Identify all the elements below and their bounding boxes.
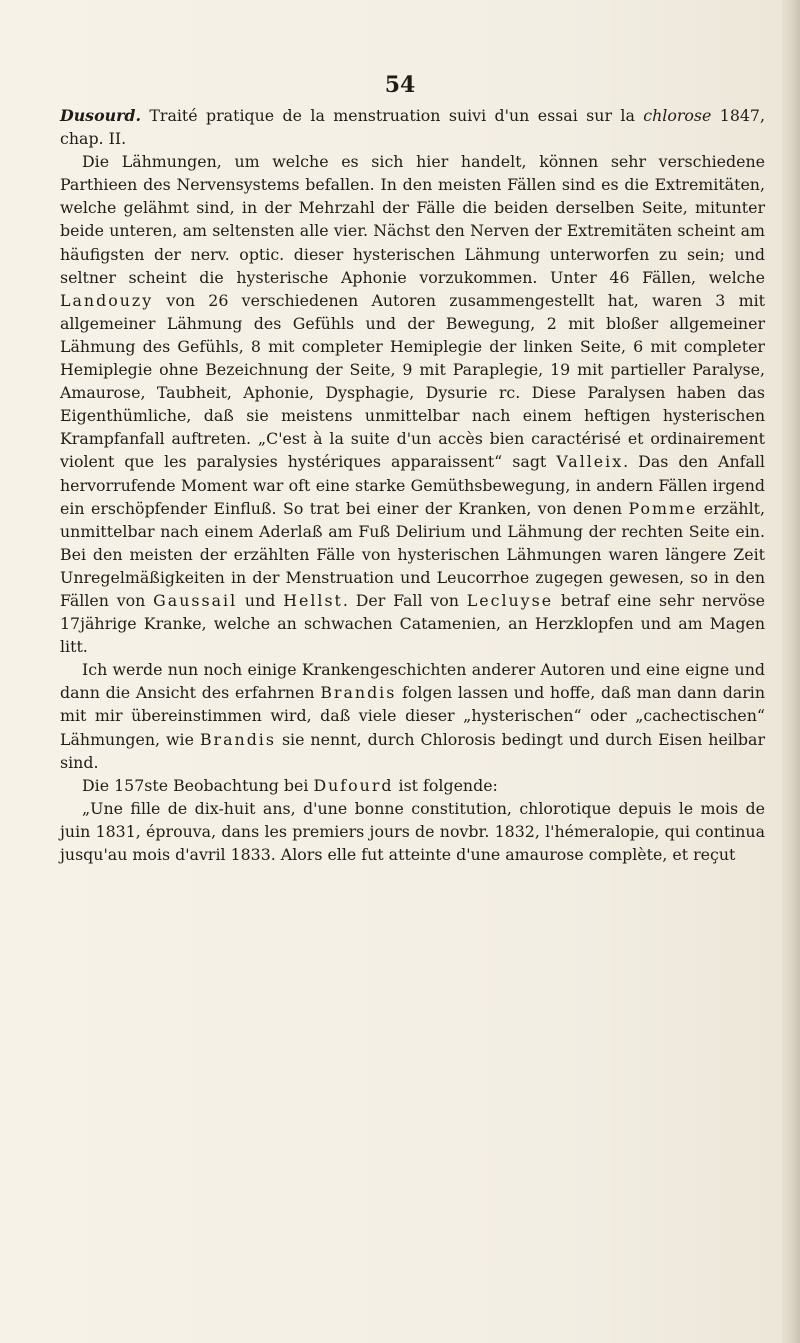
citation-title-em: chlorose [643,106,712,125]
text-latin: nerv. optic. [190,244,285,264]
text: dieser hysterischen Lähmung unterworfen zu sein; und seltner scheint die hysterische Aphonie vorzukommen. Unter 46 Fällen, welche [60,244,765,287]
text: sie nennt, durch Chlorosis bedingt und durch Eisen heilbar sind. [60,729,765,772]
text: folgen lassen und hoffe, daß man dann darin mit mir übereinstimmen wird, daß viele dieser „hysterischen“ oder „cachectischen“ Lähmungen, wie [60,683,766,749]
paragraph-2 [60,658,765,773]
page-number: 54 [384,72,416,98]
author-name: Lecluyse [466,590,554,610]
text: Die 157ste Beobachtung bei [82,775,314,795]
page-body [60,104,765,866]
citation-author: Dusourd. [60,106,141,125]
text: und [237,590,284,610]
citation-details: 1847, chap. II. [60,106,765,149]
paragraph-1 [60,150,765,658]
paragraph-3 [60,774,765,797]
author-name: Dufourd [313,775,394,795]
text: Die Lähmungen, um welche es sich hier handelt, können sehr verschiedene Parthieen des Nervensystems befallen. In den meisten Fällen sind es die Extremitäten, welche gelähmt sind, in der Mehrzahl der Fälle die beiden derselben Seite, mitunter beide unteren, am seltensten alle vier. Nächst den Nerven der Extremitäten scheint am häufigsten der [60,152,765,264]
author-name: Valleix [556,452,624,472]
french-quote: „C'est à la suite d'un accès bien caractérisé et ordinairement violent que les paralysies hystériques apparaissent“ [60,429,765,472]
text: betraf eine sehr nervöse 17jährige Kranke, welche an schwachen Catamenien, an Herzklopfen und am Magen litt. [60,590,765,657]
citation-title: Traité pratique de la menstruation suivi d'un essai sur la [140,106,644,125]
text: . Das den Anfall hervorrufende Moment war oft eine starke Gemüthsbewegung, in andern Fällen irgend ein erschöpfender Einfluß. So trat bei einer der Kranken, von denen [60,452,765,518]
author-name: Brandis [199,729,276,749]
author-name: Pomme [628,498,698,518]
page-edge [782,0,800,1343]
text: von 26 verschiedenen Autoren zusammengestellt hat, waren 3 mit allgemeiner Lähmung des Gefühls und der Bewegung, 2 mit bloßer allgemeiner Lähmung des Gefühls, 8 mit completer Hemiplegie der linken Seite, 6 mit completer Hemiplegie ohne Bezeichnung der Seite, 9 mit Paraplegie, 19 mit partieller Paralyse, Amaurose, Taubheit, Aphonie, Dysphagie, Dysurie rc. Diese Paralysen haben das Eigenthümliche, daß sie meistens unmittelbar nach einem heftigen hysterischen Krampfanfall auftreten. [60,290,765,449]
author-name: Landouzy [60,290,154,310]
author-name: Gaussail [153,590,238,610]
text: erzählt, unmittelbar nach einem Aderlaß am Fuß Delirium und Lähmung der rechten Seite ein. Bei den meisten der erzählten Fälle von hysterischen Lähmungen waren längere Zeit Unregelmäßigkeiten in der Menstruation und Leucorrhoe zugegen gewesen, so in den Fällen von [60,498,765,610]
text: sagt [502,452,557,472]
author-name: Hellst [283,590,343,610]
paragraph-4-french-quote: „Une fille de dix-huit ans, d'une bonne constitution, chlorotique depuis le mois de juin 1831, éprouva, dans les premiers jours de novbr. 1832, l'hémeralopie, qui continua jusqu'au mois d'avril 1833. Alors elle fut atteinte d'une amaurose complète, et reçut [60,798,765,864]
text: Ich werde nun noch einige Krankengeschichten anderer Autoren und eine eigne und dann die Ansicht des erfahrnen [60,660,765,703]
citation [60,104,765,150]
text: . Der Fall von [342,590,467,610]
author-name: Brandis [320,683,397,703]
text: ist folgende: [393,775,498,795]
